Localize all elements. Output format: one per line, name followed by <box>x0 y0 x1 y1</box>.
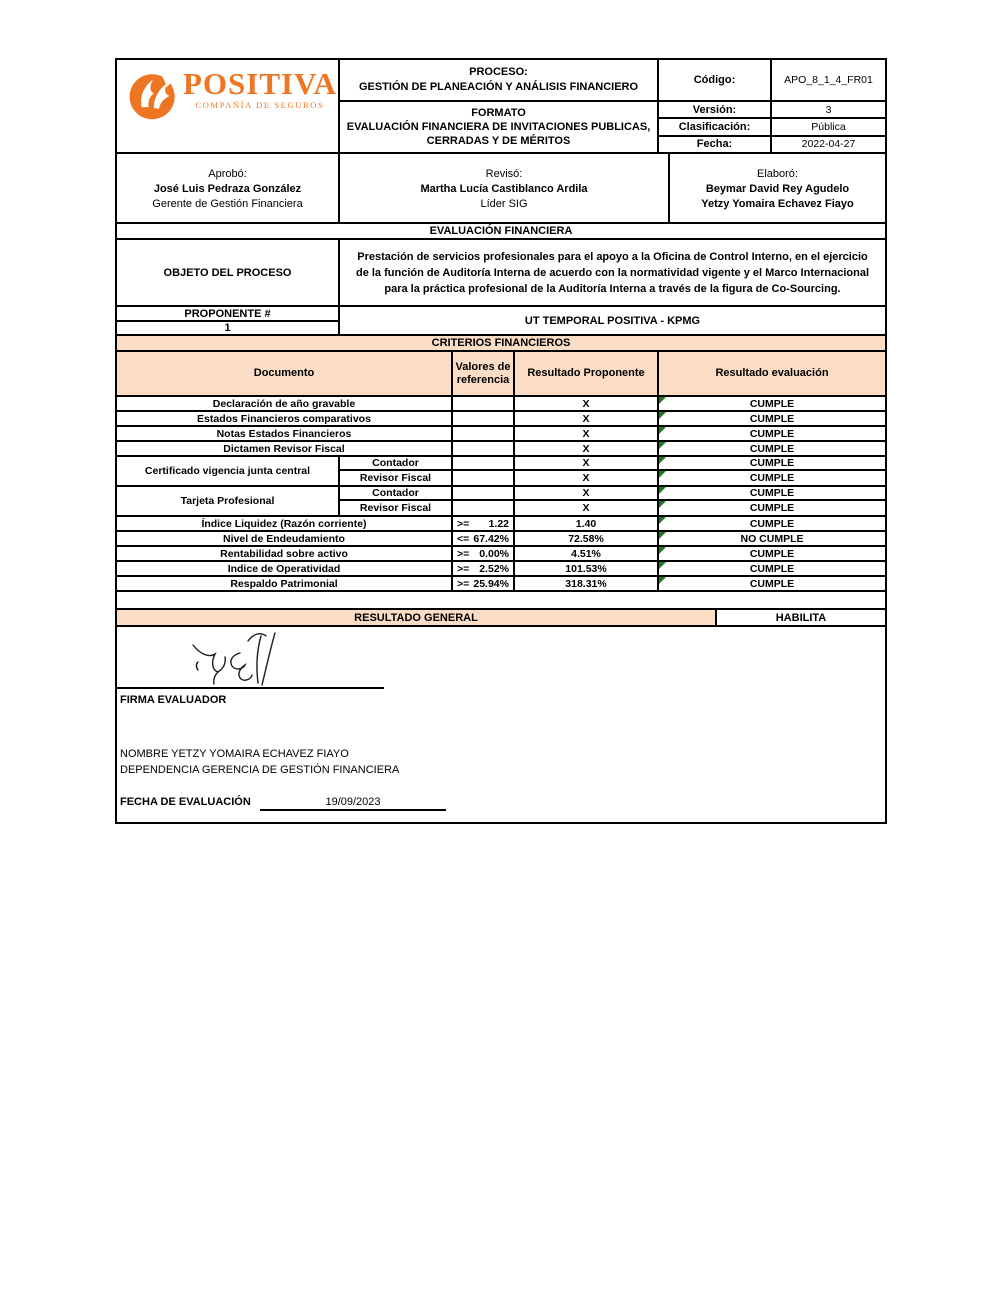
signature-section <box>117 627 885 822</box>
signature-line <box>117 687 384 689</box>
result-cell: X <box>515 501 659 515</box>
logo-subtitle: COMPAÑÍA DE SEGUROS <box>195 100 325 110</box>
fecha-evaluacion-label: FECHA DE EVALUACIÓN <box>120 796 251 808</box>
document-cell: Indice de Operatividad <box>117 562 453 575</box>
document-cell: Tarjeta Profesional <box>117 487 340 515</box>
cell-flag-triangle-icon <box>659 427 666 434</box>
subdocument-cell: Contador <box>340 487 453 499</box>
criteria-row <box>117 442 885 457</box>
eval-text: CUMPLE <box>749 427 795 440</box>
fecha-evaluacion-value: 19/09/2023 <box>260 787 446 811</box>
proponente-name: UT TEMPORAL POSITIVA - KPMG <box>524 314 701 327</box>
aprobo-cell <box>117 154 340 222</box>
firma-evaluador-label: FIRMA EVALUADOR <box>120 694 227 706</box>
resultado-general-label: RESULTADO GENERAL <box>117 610 717 625</box>
eval-cell <box>659 517 885 530</box>
evaluation-form-sheet <box>115 58 887 824</box>
reference-cell <box>453 487 515 499</box>
col-header-valores-referencia: Valores de referencia <box>453 352 515 395</box>
elaboro-cell <box>670 154 885 222</box>
eval-cell <box>659 532 885 545</box>
codigo-label: Código: <box>659 60 772 100</box>
cell-flag-triangle-icon <box>659 442 666 449</box>
eval-text: CUMPLE <box>749 577 795 590</box>
criteria-group-row <box>117 487 885 517</box>
reference-operator: >= <box>457 577 470 590</box>
document-cell: Dictamen Revisor Fiscal <box>117 442 453 455</box>
process-title-cell <box>340 60 659 100</box>
document-cell: Notas Estados Financieros <box>117 427 453 440</box>
logo-wordmark <box>183 68 337 110</box>
resultado-general-value: HABILITA <box>775 611 827 624</box>
reviso-role: Líder SIG <box>480 197 528 210</box>
subdocument-cell: Revisor Fiscal <box>340 501 453 515</box>
reference-cell <box>453 517 515 530</box>
subdocument-cell: Contador <box>340 457 453 469</box>
format-label: FORMATO <box>471 107 526 119</box>
reference-cell <box>453 532 515 545</box>
reference-operator: >= <box>457 547 470 560</box>
result-cell: X <box>515 487 659 499</box>
eval-cell <box>659 427 885 440</box>
criteria-row <box>117 517 885 532</box>
reference-cell <box>453 501 515 515</box>
proponente-number: 1 <box>224 322 231 334</box>
reference-value: 0.00% <box>479 547 509 560</box>
criteria-row <box>117 562 885 577</box>
cell-flag-triangle-icon <box>659 577 666 584</box>
cell-flag-triangle-icon <box>659 412 666 419</box>
criteria-rows <box>117 397 885 592</box>
version-value: 3 <box>825 103 832 116</box>
header-right <box>340 60 885 152</box>
format-name-line2: CERRADAS Y DE MÉRITOS <box>426 135 571 147</box>
objeto-row <box>117 240 885 307</box>
cell-flag-triangle-icon <box>659 471 666 478</box>
reference-value: 2.52% <box>479 562 509 575</box>
clasificacion-value: Pública <box>811 120 846 133</box>
reference-operator: <= <box>457 532 470 545</box>
eval-text: CUMPLE <box>749 502 795 515</box>
criteria-row <box>117 577 885 592</box>
cell-flag-triangle-icon <box>659 397 666 404</box>
reference-value: 67.42% <box>473 532 509 545</box>
fecha-label: Fecha: <box>659 137 772 152</box>
reference-cell <box>453 547 515 560</box>
criteria-row <box>117 532 885 547</box>
eval-text: CUMPLE <box>749 487 795 500</box>
approval-row <box>117 154 885 224</box>
eval-cell <box>659 547 885 560</box>
cell-flag-triangle-icon <box>659 517 666 524</box>
signature-image <box>185 629 305 696</box>
eval-text: CUMPLE <box>749 547 795 560</box>
process-label: PROCESO: <box>469 66 528 78</box>
result-cell: 101.53% <box>515 562 659 575</box>
cell-flag-triangle-icon <box>659 562 666 569</box>
cell-flag-triangle-icon <box>659 501 666 508</box>
result-cell: 72.58% <box>515 532 659 545</box>
eval-text: CUMPLE <box>749 397 795 410</box>
aprobo-label: Aprobó: <box>208 167 247 180</box>
document-cell: Índice Liquidez (Razón corriente) <box>117 517 453 530</box>
reference-cell <box>453 457 515 469</box>
criterios-band: CRITERIOS FINANCIEROS <box>117 336 885 352</box>
document-cell: Nivel de Endeudamiento <box>117 532 453 545</box>
eval-cell <box>659 412 885 425</box>
reference-value: 1.22 <box>488 517 509 530</box>
criteria-row <box>117 412 885 427</box>
result-cell: X <box>515 457 659 469</box>
eval-cell <box>659 397 885 410</box>
cell-flag-triangle-icon <box>659 547 666 554</box>
subdocument-cell: Revisor Fiscal <box>340 471 453 485</box>
reviso-label: Revisó: <box>485 167 523 180</box>
objeto-label: OBJETO DEL PROCESO <box>117 240 340 305</box>
result-cell: X <box>515 397 659 410</box>
eval-text: CUMPLE <box>749 442 795 455</box>
format-title-cell <box>340 102 659 152</box>
cell-flag-triangle-icon <box>659 457 666 464</box>
criteria-row <box>117 547 885 562</box>
eval-text: CUMPLE <box>749 472 795 485</box>
proponente-row <box>117 307 885 336</box>
eval-text: NO CUMPLE <box>740 532 804 545</box>
eval-text: CUMPLE <box>749 517 795 530</box>
eval-text: CUMPLE <box>749 562 795 575</box>
result-cell: X <box>515 427 659 440</box>
eval-cell <box>659 501 885 515</box>
result-cell: X <box>515 412 659 425</box>
criteria-subrow <box>340 487 885 501</box>
elaboro-name-2: Yetzy Yomaira Echavez Fiayo <box>701 197 854 210</box>
result-cell: X <box>515 442 659 455</box>
group-subrows <box>340 487 885 515</box>
document-cell: Declaración de año gravable <box>117 397 453 410</box>
clasificacion-label: Clasificación: <box>659 119 772 134</box>
codigo-value: APO_8_1_4_FR01 <box>784 74 873 86</box>
reference-operator: >= <box>457 562 470 575</box>
reference-operator: >= <box>457 517 470 530</box>
result-cell: 1.40 <box>515 517 659 530</box>
criteria-row <box>117 427 885 442</box>
nombre-line: NOMBRE YETZY YOMAIRA ECHAVEZ FIAYO <box>120 748 349 760</box>
result-cell: 318.31% <box>515 577 659 590</box>
logo <box>117 60 340 152</box>
criteria-group-row <box>117 457 885 487</box>
fecha-value: 2022-04-27 <box>801 138 856 151</box>
col-header-resultado-proponente: Resultado Proponente <box>515 352 659 395</box>
eval-cell <box>659 457 885 469</box>
result-cell: 4.51% <box>515 547 659 560</box>
reference-cell <box>453 471 515 485</box>
reference-cell <box>453 397 515 410</box>
eval-text: CUMPLE <box>749 412 795 425</box>
document-cell: Certificado vigencia junta central <box>117 457 340 485</box>
eval-cell <box>659 471 885 485</box>
proponente-label: PROPONENTE # <box>117 307 338 322</box>
reference-cell <box>453 577 515 590</box>
criteria-subrow <box>340 501 885 515</box>
resultado-general-row <box>117 610 885 627</box>
eval-text: CUMPLE <box>749 457 795 470</box>
eval-cell <box>659 562 885 575</box>
cell-flag-triangle-icon <box>659 532 666 539</box>
eval-cell <box>659 577 885 590</box>
reviso-name: Martha Lucía Castiblanco Ardila <box>420 182 588 195</box>
document-cell: Rentabilidad sobre activo <box>117 547 453 560</box>
reference-cell <box>453 442 515 455</box>
logo-name: POSITIVA <box>183 66 337 101</box>
document-cell: Respaldo Patrimonial <box>117 577 453 590</box>
col-header-documento: Documento <box>117 352 453 395</box>
eval-cell <box>659 442 885 455</box>
objeto-text: Prestación de servicios profesionales para el apoyo a la Oficina de Control Interno, en el ejercicio de la función de Auditoría Interna de acuerdo con la normatividad vigente y el Marco Internacional para la práctica profesional de la Auditoría Interna a través de la figura de Co-Sourcing. <box>355 250 870 295</box>
spacer-row <box>117 592 885 610</box>
reference-cell <box>453 562 515 575</box>
reference-value: 25.94% <box>473 577 509 590</box>
result-cell: X <box>515 471 659 485</box>
criteria-subrow <box>340 457 885 471</box>
positiva-logo-icon <box>127 68 179 127</box>
group-subrows <box>340 457 885 485</box>
aprobo-name: José Luis Pedraza González <box>153 182 302 195</box>
criteria-row <box>117 397 885 412</box>
reviso-cell <box>340 154 670 222</box>
cell-flag-triangle-icon <box>659 487 666 494</box>
form-header <box>117 60 885 154</box>
eval-cell <box>659 487 885 499</box>
criteria-column-headers <box>117 352 885 397</box>
document-cell: Estados Financieros comparativos <box>117 412 453 425</box>
dependencia-line: DEPENDENCIA GERENCIA DE GESTIÓN FINANCIERA <box>120 764 400 776</box>
reference-cell <box>453 427 515 440</box>
section-title: EVALUACIÓN FINANCIERA <box>117 224 885 240</box>
col-header-resultado-evaluacion: Resultado evaluación <box>715 367 829 379</box>
process-name: GESTIÓN DE PLANEACIÓN Y ANÁLISIS FINANCIERO <box>358 81 639 93</box>
header-meta <box>659 102 885 152</box>
reference-cell <box>453 412 515 425</box>
elaboro-name-1: Beymar David Rey Agudelo <box>705 182 850 195</box>
format-name-line1: EVALUACIÓN FINANCIERA DE INVITACIONES PUBLICAS, <box>346 121 651 133</box>
version-label: Versión: <box>659 102 772 117</box>
elaboro-label: Elaboró: <box>757 167 798 180</box>
aprobo-role: Gerente de Gestión Financiera <box>152 197 303 210</box>
criteria-subrow <box>340 471 885 485</box>
